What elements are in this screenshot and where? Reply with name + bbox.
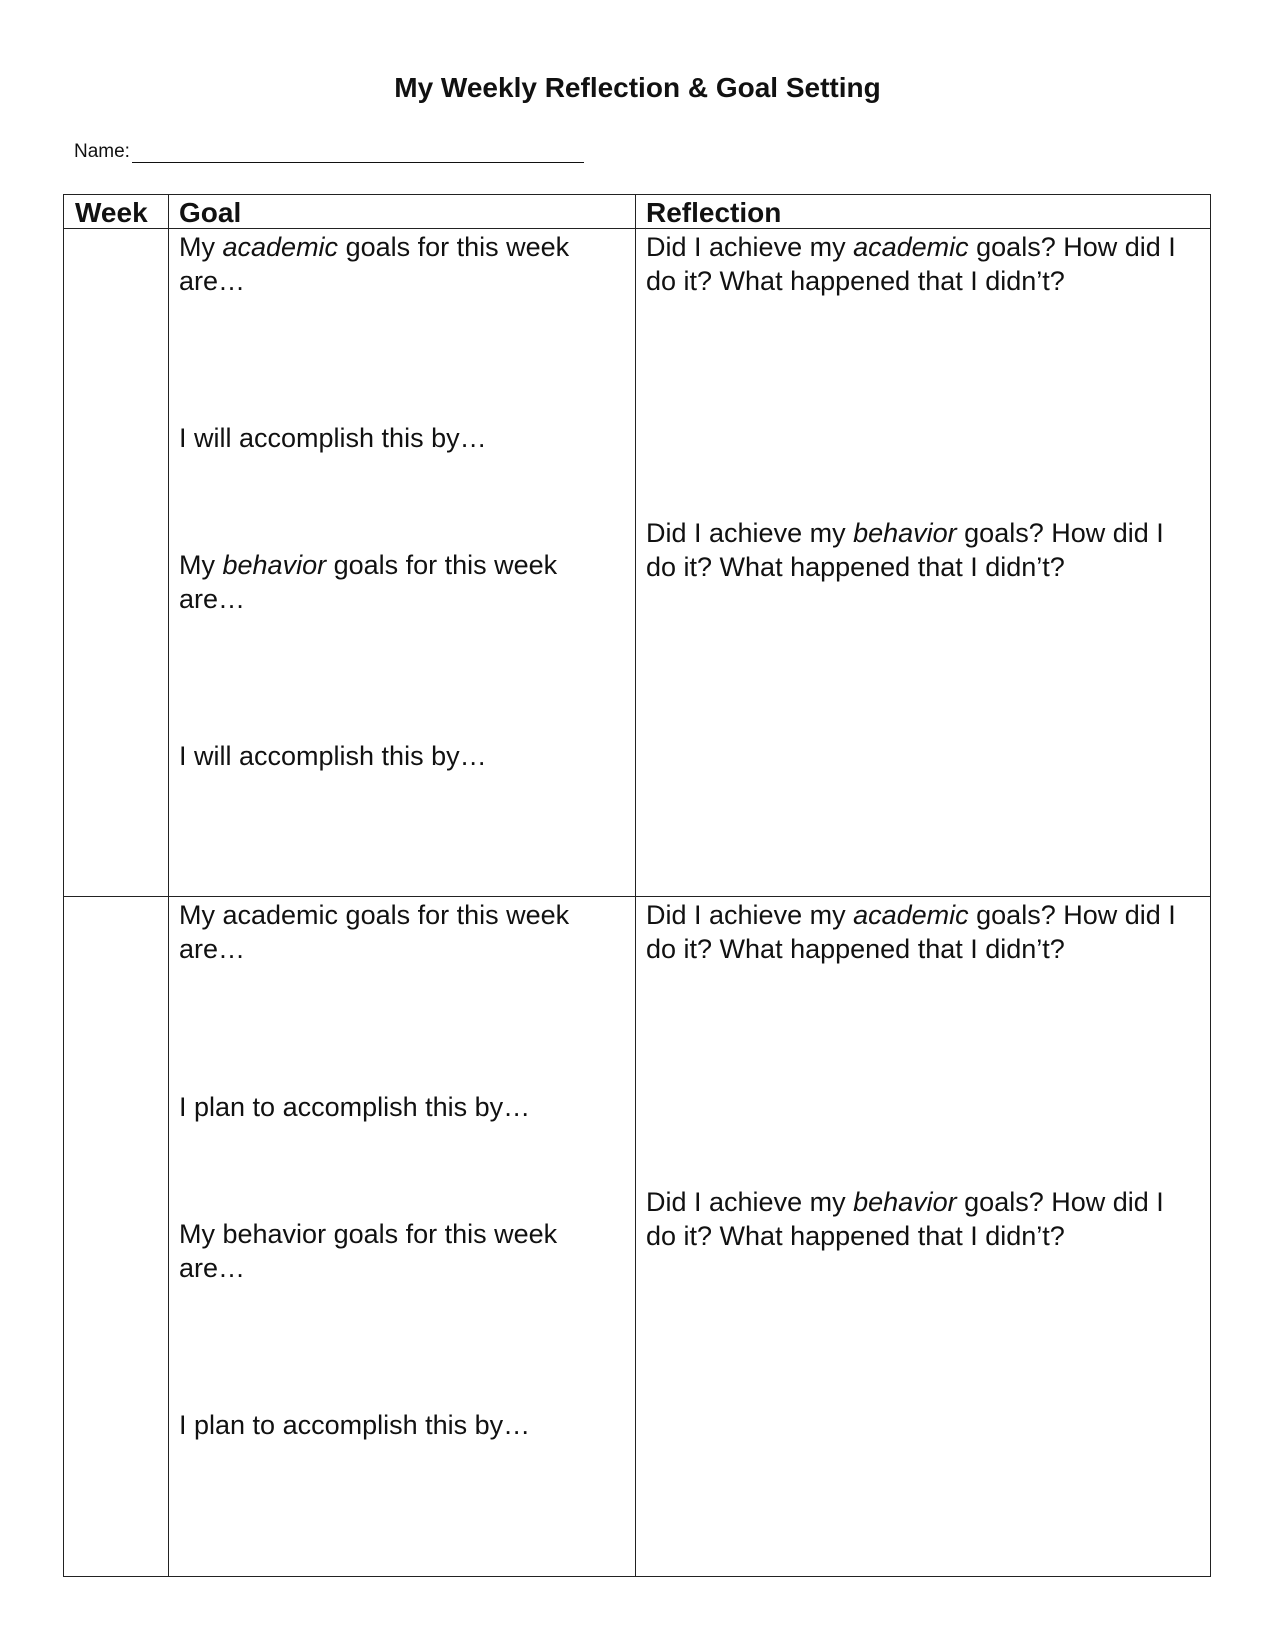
behavior-reflection-prompt: Did I achieve my behavior goals? How did I do it? What happened that I didn’t? <box>646 518 1164 582</box>
name-blank-line[interactable] <box>132 140 584 163</box>
behavior-plan-prompt: I plan to accomplish this by… <box>179 1410 531 1440</box>
week-cell[interactable] <box>64 230 167 895</box>
behavior-reflection-prompt: Did I achieve my behavior goals? How did I do it? What happened that I didn’t? <box>646 1187 1164 1251</box>
name-label: Name: <box>74 141 130 162</box>
behavior-goal-prompt: My behavior goals for this week are… <box>179 1219 558 1283</box>
academic-reflection-prompt: Did I achieve my academic goals? How did I do it? What happened that I didn’t? <box>646 900 1176 964</box>
header-divider <box>64 228 1210 229</box>
header-reflection: Reflection <box>646 197 782 228</box>
page-title: My Weekly Reflection & Goal Setting <box>394 72 881 103</box>
name-field <box>74 140 584 163</box>
row-divider <box>64 896 1210 897</box>
behavior-goal-prompt: My behavior goals for this week are… <box>179 550 558 614</box>
divider-goal-reflection <box>635 195 636 1576</box>
header-week: Week <box>75 197 148 228</box>
academic-plan-prompt: I plan to accomplish this by… <box>179 1092 531 1122</box>
goal-table <box>63 194 1211 1577</box>
divider-week-goal <box>168 195 169 1576</box>
academic-goal-prompt: My academic goals for this week are… <box>179 232 570 296</box>
academic-plan-prompt: I will accomplish this by… <box>179 423 487 453</box>
week-cell[interactable] <box>64 898 167 1576</box>
academic-reflection-prompt: Did I achieve my academic goals? How did I do it? What happened that I didn’t? <box>646 232 1176 296</box>
behavior-plan-prompt: I will accomplish this by… <box>179 741 487 771</box>
academic-goal-prompt: My academic goals for this week are… <box>179 900 570 964</box>
header-goal: Goal <box>179 197 242 228</box>
